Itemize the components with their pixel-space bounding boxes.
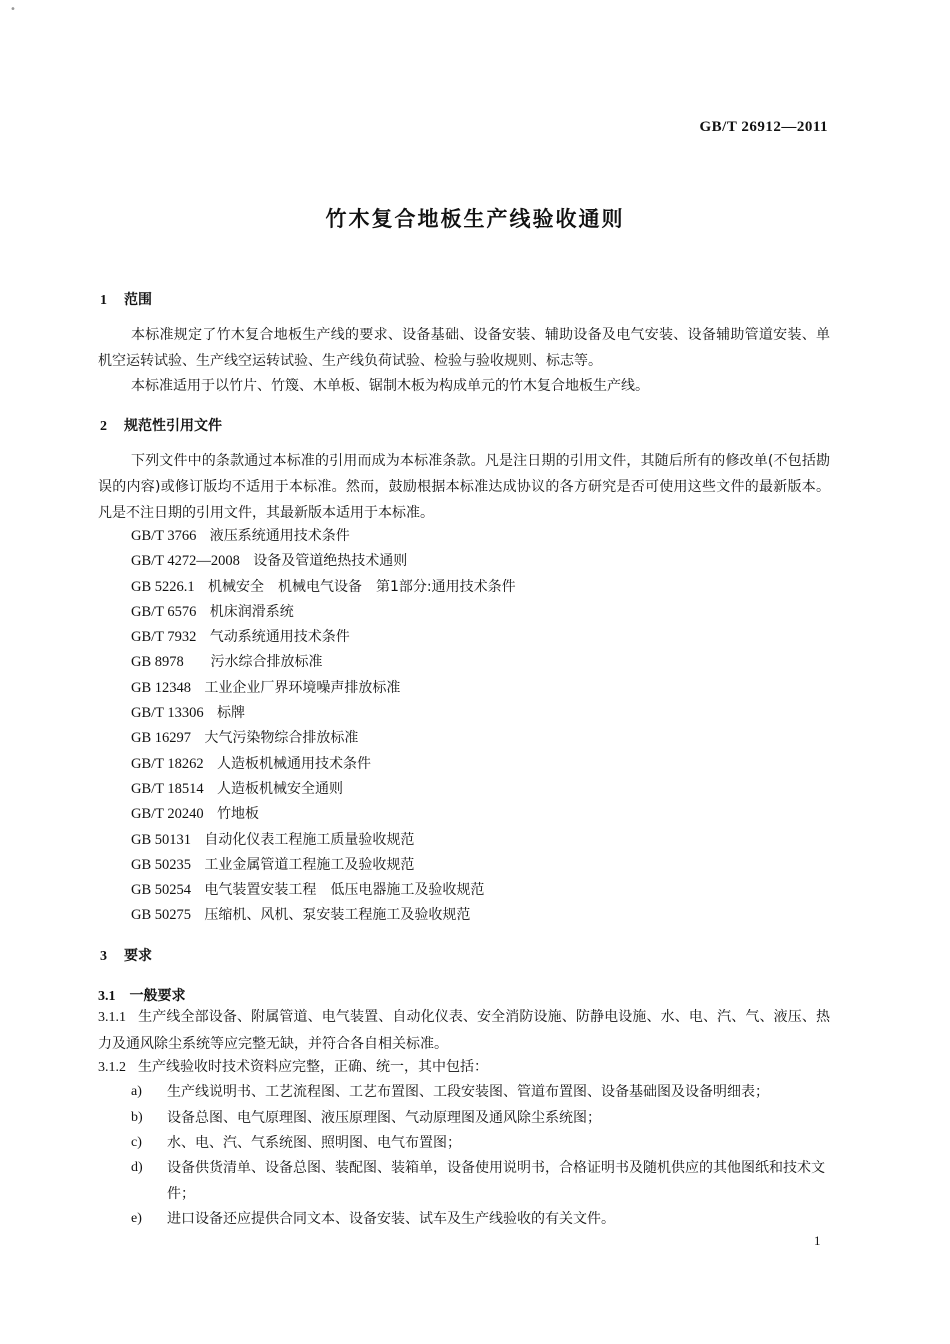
list-item-text: 设备供货清单、设备总图、装配图、装箱单，设备使用说明书，合格证明书及随机供应的其他图纸和技术文件； (167, 1160, 825, 1202)
reference-code: GB/T 18262 (131, 755, 204, 772)
standard-number: GB/T 26912—2011 (699, 119, 828, 135)
section-title: 规范性引用文件 (124, 418, 222, 434)
reference-item (131, 625, 516, 650)
list-item-text: 进口设备还应提供合同文本、设备安装、试车及生产线验收的有关文件。 (167, 1211, 615, 1227)
reference-item (131, 676, 516, 701)
reference-title: 工业金属管道工程施工及验收规范 (204, 856, 415, 873)
reference-item (131, 524, 516, 549)
reference-item (131, 777, 516, 802)
reference-code: GB 8978 (131, 654, 184, 671)
reference-item (131, 752, 516, 777)
reference-item (131, 802, 516, 827)
reference-title: 自动化仪表工程施工质量验收规范 (204, 831, 415, 848)
subsection-3-1-heading (98, 985, 186, 1005)
list-item-marker: c) (131, 1135, 142, 1150)
reference-item (131, 549, 516, 574)
section-2-heading (100, 415, 222, 435)
reference-title: 人造板机械安全通则 (217, 780, 344, 797)
reference-code: GB 50254 (131, 882, 192, 899)
clause-number: 3.1.2 (98, 1060, 126, 1075)
reference-item (131, 650, 516, 675)
reference-code: GB/T 3766 (131, 528, 197, 544)
list-item-text: 设备总图、电气原理图、液压原理图、气动原理图及通风除尘系统图； (167, 1110, 601, 1126)
list-item-marker: e) (131, 1211, 142, 1226)
list-item-text: 生产线说明书、工艺流程图、工艺布置图、工段安装图、管道布置图、设备基础图及设备明细表； (167, 1084, 769, 1100)
clause-3-1-1 (98, 1004, 830, 1057)
list-item-marker: a) (131, 1084, 142, 1099)
reference-item (131, 903, 516, 928)
reference-code: GB 5226.1 (131, 578, 195, 595)
section-1-paragraph-1: 本标准规定了竹木复合地板生产线的要求、设备基础、设备安装、辅助设备及电气安装、设备辅助管道安装、单机空运转试验、生产线空运转试验、生产线负荷试验、检验与验收规则、标志等。 (98, 327, 830, 369)
reference-code: GB/T 18514 (131, 780, 204, 797)
reference-code: GB 50131 (131, 831, 192, 848)
section-1-heading (100, 289, 152, 309)
reference-title: 污水综合排放标准 (210, 654, 323, 671)
section-1-paragraph-2: 本标准适用于以竹片、竹篾、木单板、锯制木板为构成单元的竹木复合地板生产线。 (131, 378, 649, 394)
reference-title: 大气污染物综合排放标准 (204, 730, 359, 747)
list-item (131, 1105, 831, 1131)
list-item (131, 1206, 831, 1232)
page-number: 1 (814, 1233, 821, 1248)
reference-code: GB/T 6576 (131, 603, 197, 620)
section-title: 范围 (124, 292, 152, 308)
clause-number: 3.1.1 (98, 1010, 126, 1025)
reference-title: 液压系统通用技术条件 (209, 528, 350, 544)
reference-code: GB 50235 (131, 856, 192, 873)
document-title: 竹木复合地板生产线验收通则 (325, 207, 625, 231)
reference-title: 机床润滑系统 (209, 603, 294, 620)
clause-3-1-2 (98, 1054, 830, 1081)
clause-text: 生产线验收时技术资料应完整，正确、统一，其中包括： (138, 1059, 488, 1075)
reference-title: 机械安全 机械电气设备 第1部分:通用技术条件 (208, 578, 516, 595)
reference-title: 气动系统通用技术条件 (209, 629, 350, 646)
section-2-paragraph-1: 下列文件中的条款通过本标准的引用而成为本标准条款。凡是注日期的引用文件，其随后所有的修改单(不包括勘误的内容)或修订版均不适用于本标准。然而，鼓励根据本标准达成协议的各方研究是否可使用这些文件的最新版本。凡是不注日期的引用文件，其最新版本适用于本标准。 (98, 453, 830, 521)
section-title: 要求 (124, 948, 152, 964)
reference-item (131, 878, 516, 903)
reference-item (131, 575, 516, 600)
reference-title: 压缩机、风机、泵安装工程施工及验收规范 (204, 907, 471, 924)
section-3-heading (100, 945, 152, 965)
reference-item (131, 600, 516, 625)
list-item (131, 1155, 831, 1207)
reference-title: 设备及管道绝热技术通则 (253, 553, 408, 570)
section-number: 2 (100, 419, 107, 434)
reference-title: 标牌 (217, 705, 246, 722)
list-item-marker: b) (131, 1110, 143, 1125)
reference-code: GB/T 7932 (131, 629, 197, 646)
normative-references-list (131, 524, 516, 929)
list-item-text: 水、电、汽、气系统图、照明图、电气布置图； (167, 1135, 461, 1151)
reference-title: 工业企业厂界环境噪声排放标准 (204, 679, 401, 696)
reference-title: 电气装置安装工程 低压电器施工及验收规范 (204, 882, 485, 899)
reference-item (131, 853, 516, 878)
reference-code: GB/T 13306 (131, 705, 204, 722)
reference-code: GB/T 4272—2008 (131, 553, 240, 570)
reference-code: GB/T 20240 (131, 806, 204, 823)
reference-code: GB 12348 (131, 679, 192, 696)
clause-text: 生产线全部设备、附属管道、电气装置、自动化仪表、安全消防设施、防静电设施、水、电、汽、气、液压、热力及通风除尘系统等应完整无缺，并符合各自相关标准。 (98, 1009, 830, 1052)
section-number: 3 (100, 949, 107, 964)
reference-title: 人造板机械通用技术条件 (217, 755, 372, 772)
list-item (131, 1130, 831, 1156)
scan-corner-mark: • (10, 4, 16, 15)
reference-code: GB 16297 (131, 730, 192, 747)
reference-item (131, 726, 516, 751)
subsection-number: 3.1 (98, 989, 116, 1004)
section-number: 1 (100, 293, 107, 308)
subsection-title: 一般要求 (129, 988, 186, 1004)
reference-item (131, 828, 516, 853)
list-item (131, 1079, 831, 1105)
reference-code: GB 50275 (131, 907, 192, 924)
reference-title: 竹地板 (217, 806, 260, 823)
reference-item (131, 701, 516, 726)
list-item-marker: d) (131, 1160, 143, 1175)
